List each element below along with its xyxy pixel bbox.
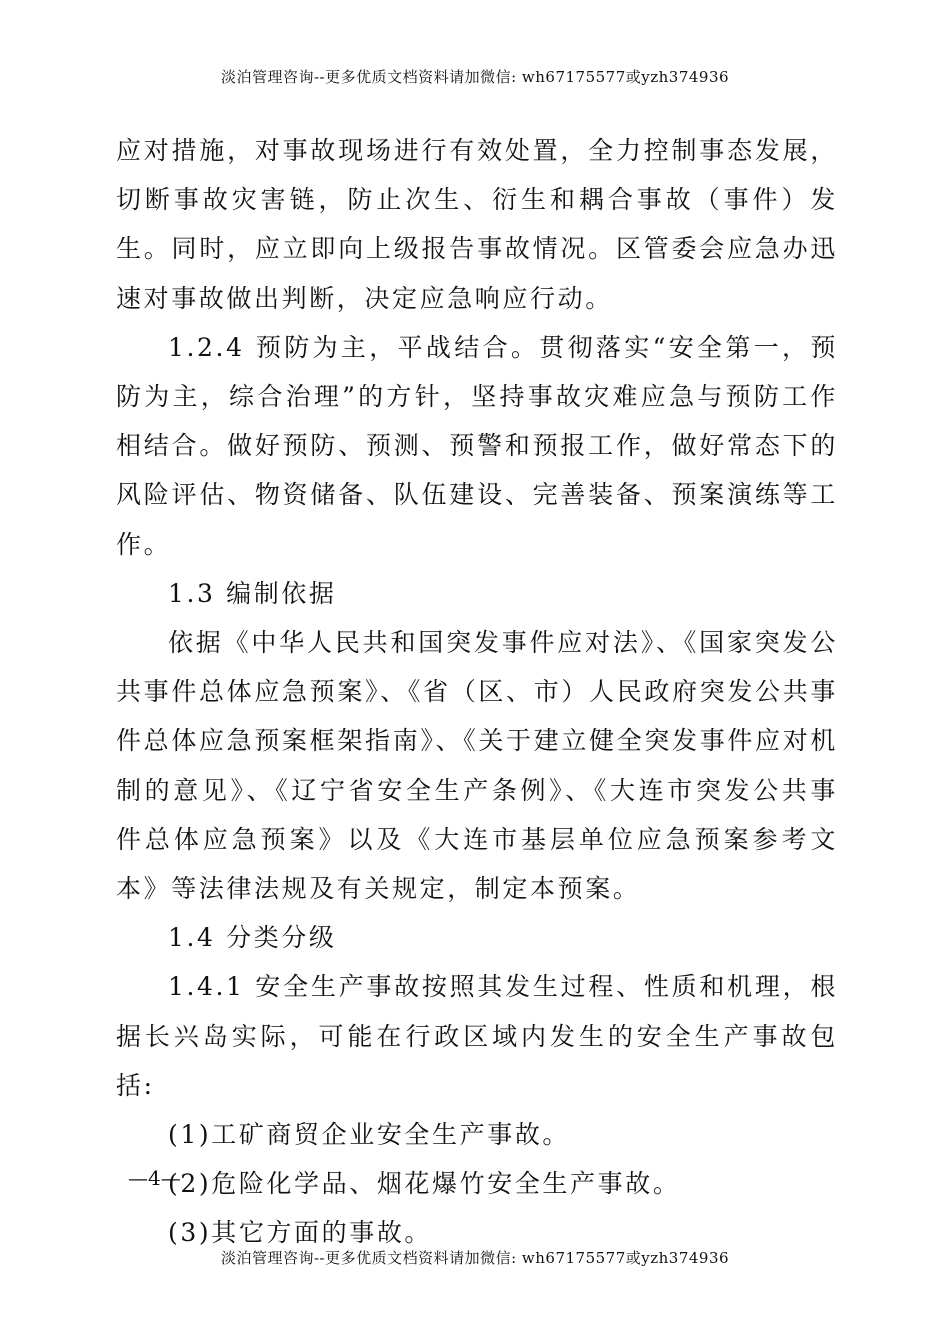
page-header: 淡泊管理咨询--更多优质文档资料请加微信: wh67175577或yzh374936 [220, 68, 730, 86]
list-item-2: (2)危险化学品、烟花爆竹安全生产事故。 [168, 1169, 681, 1199]
list-item-1: (1)工矿商贸企业安全生产事故。 [168, 1120, 571, 1150]
heading-1-3: 1.3 编制依据 [168, 578, 337, 608]
paragraph-legal-basis: 依据《中华人民共和国突发事件应对法》、《国家突发公共事件总体应急预案》、《省（区、市）人民政府突发公共事件总体应急预案框架指南》、《关于建立健全突发事件应对机制的意见》、《辽宁省安全生产条例》、《大连市突发公共事件总体应急预案》以及《大连市基层单位应急预案参考文本》等法律法规及有关规定，制定本预案。 [116, 628, 838, 904]
paragraph-emergency-response: 应对措施，对事故现场进行有效处置，全力控制事态发展，切断事故灾害链，防止次生、衍生和耦合事故（事件）发生。同时，应立即向上级报告事故情况。区管委会应急办迅速对事故做出判断，决定应急响应行动。 [116, 136, 838, 313]
page-footer: 淡泊管理咨询--更多优质文档资料请加微信: wh67175577或yzh374936 [220, 1249, 730, 1267]
paragraph-1-4-1: 1.4.1 安全生产事故按照其发生过程、性质和机理，根据长兴岛实际，可能在行政区域内发生的安全生产事故包括: [116, 972, 838, 1100]
heading-1-4: 1.4 分类分级 [168, 923, 337, 953]
page-number: —4— [128, 1166, 181, 1190]
paragraph-1-2-4: 1.2.4 预防为主，平战结合。贯彻落实“安全第一，预防为主，综合治理”的方针，坚持事故灾难应急与预防工作相结合。做好预防、预测、预警和预报工作，做好常态下的风险评估、物资储备、队伍建设、完善装备、预案演练等工作。 [116, 332, 838, 559]
list-item-3: (3)其它方面的事故。 [168, 1218, 433, 1248]
document-body [116, 126, 838, 1258]
